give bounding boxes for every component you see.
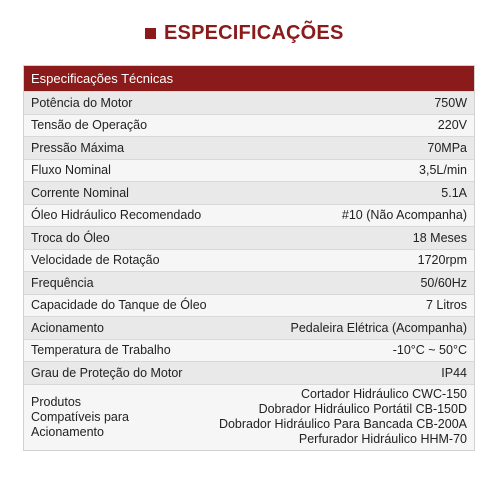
table-row	[24, 136, 474, 159]
spec-value: Pedaleira Elétrica (Acompanha)	[290, 320, 467, 335]
spec-value: 50/60Hz	[420, 275, 467, 290]
spec-table-header: Especificações Técnicas	[24, 66, 474, 91]
compat-values	[219, 387, 467, 447]
spec-label: Frequência	[31, 275, 94, 290]
spec-value: 3,5L/min	[419, 163, 467, 178]
spec-value: #10 (Não Acompanha)	[341, 208, 467, 223]
spec-label: Fluxo Nominal	[31, 163, 111, 178]
spec-label: Capacidade do Tanque de Óleo	[31, 298, 207, 313]
compat-product: Perfurador Hidráulico HHM-70	[298, 432, 467, 446]
spec-value: 750W	[434, 95, 467, 110]
spec-value: 7 Litros	[426, 298, 467, 313]
spec-value: 18 Meses	[412, 230, 467, 245]
table-row	[24, 114, 474, 137]
table-row	[24, 249, 474, 272]
section-title: ESPECIFICAÇÕES	[164, 22, 344, 44]
table-row	[24, 271, 474, 294]
compat-label-line: Produtos	[31, 394, 82, 409]
table-row	[24, 294, 474, 317]
compat-label-line: Acionamento	[31, 424, 104, 439]
table-row	[24, 361, 474, 384]
table-row	[24, 204, 474, 227]
spec-label: Velocidade de Rotação	[31, 253, 160, 268]
compat-label-line: Compatíveis para	[31, 409, 129, 424]
table-row	[24, 159, 474, 182]
compat-label	[31, 395, 129, 440]
spec-label: Grau de Proteção do Motor	[31, 365, 183, 380]
spec-label: Potência do Motor	[31, 95, 133, 110]
spec-value: IP44	[441, 365, 467, 380]
spec-value: 70MPa	[427, 140, 467, 155]
spec-value: 220V	[437, 118, 467, 133]
compat-product: Dobrador Hidráulico Para Bancada CB-200A	[218, 417, 467, 431]
section-heading	[145, 22, 344, 45]
spec-label: Temperatura de Trabalho	[31, 343, 171, 358]
table-row	[24, 181, 474, 204]
table-row	[24, 226, 474, 249]
compat-product: Dobrador Hidráulico Portátil CB-150D	[258, 402, 467, 416]
spec-label: Acionamento	[31, 320, 104, 335]
table-row-compatible-products	[24, 384, 474, 450]
table-row	[24, 91, 474, 114]
spec-label: Troca do Óleo	[31, 230, 110, 245]
table-row	[24, 339, 474, 362]
spec-label: Óleo Hidráulico Recomendado	[31, 208, 202, 223]
spec-value: 1720rpm	[417, 253, 467, 268]
compat-product: Cortador Hidráulico CWC-150	[300, 387, 467, 401]
spec-label: Tensão de Operação	[31, 118, 148, 133]
spec-value: -10°C ~ 50°C	[392, 343, 467, 358]
spec-label: Pressão Máxima	[31, 140, 125, 155]
spec-label: Corrente Nominal	[31, 185, 129, 200]
spec-value: 5.1A	[441, 185, 467, 200]
square-bullet-icon	[145, 28, 156, 39]
spec-table	[23, 65, 475, 451]
table-row	[24, 316, 474, 339]
